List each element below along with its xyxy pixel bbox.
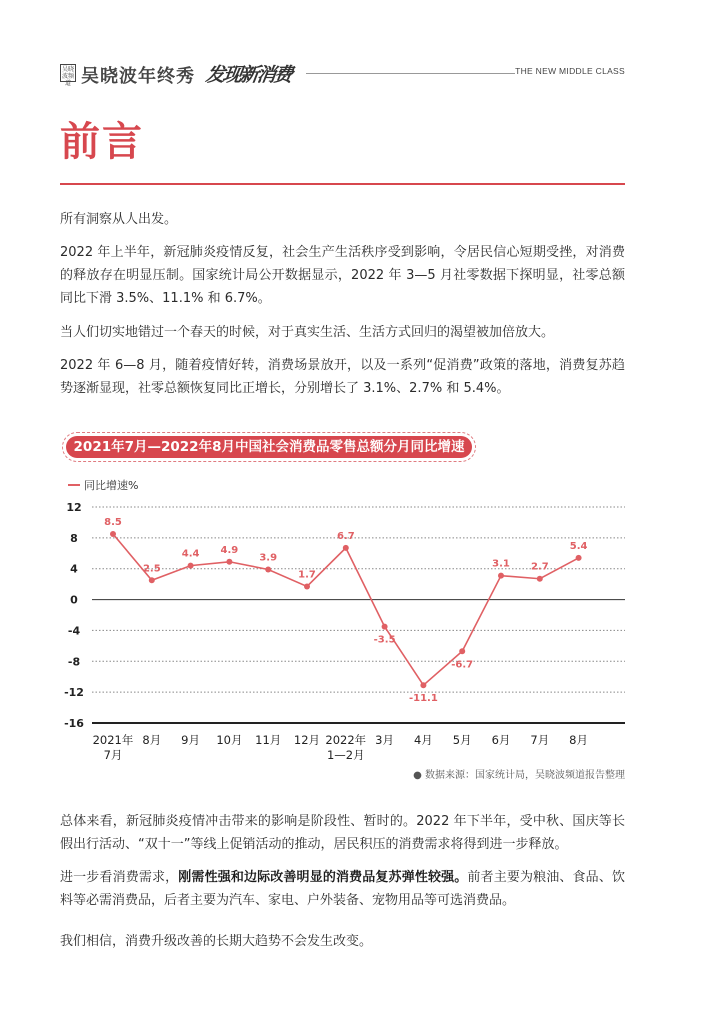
x-tick-label: 7月 <box>530 733 550 747</box>
data-source-note: ● 数据来源：国家统计局，吴晓波频道报告整理 <box>413 770 625 781</box>
x-tick-label: 6月 <box>491 733 511 747</box>
y-tick-label: 12 <box>66 501 82 514</box>
title-rule <box>60 183 625 185</box>
y-tick-label: -4 <box>67 624 81 638</box>
x-tick-label: 1—2月 <box>326 748 365 762</box>
header-divider <box>306 73 515 74</box>
intro-paragraph-2: 2022 年上半年，新冠肺炎疫情反复，社会生产生活秩序受到影响，令居民信心短期受挫，对消费的释放存在明显压制。国家统计局公开数据显示，2022 年 3—5 月社零数据下探明显，社零总额同比下滑 3.5%、11.1% 和 6.7%。 <box>60 245 625 306</box>
data-label: 6.7 <box>336 530 355 542</box>
x-tick-label: 11月 <box>255 733 282 747</box>
data-point <box>304 583 310 589</box>
data-label: -11.1 <box>408 693 438 705</box>
data-label: 1.7 <box>298 569 316 581</box>
chart-title-badge <box>62 432 476 462</box>
x-tick-label: 4月 <box>413 733 433 747</box>
y-tick-label: 0 <box>70 593 78 607</box>
brand-calligraphy: 发现新消费 <box>204 64 293 86</box>
x-tick-label: 7月 <box>103 748 123 762</box>
logo-mark-text: 吴晓波频道 <box>61 66 74 87</box>
data-label: 3.1 <box>492 558 510 570</box>
x-tick-label: 8月 <box>569 733 589 747</box>
summary-paragraph-1: 总体来看，新冠肺炎疫情冲击带来的影响是阶段性、暂时的。2022 年下半年，受中秋、国庆等长假出行活动、“双十一”等线上促销活动的推动，居民积压的消费需求将得到进一步释放。 <box>60 814 625 852</box>
channel-logo <box>60 64 76 87</box>
retail-sales-line-chart <box>60 474 630 788</box>
header-tagline: THE NEW MIDDLE CLASS <box>515 66 625 76</box>
data-point <box>226 559 232 565</box>
summary-paragraph-2 <box>60 866 625 912</box>
y-tick-label: -8 <box>67 655 81 669</box>
page-title: 前言 <box>60 119 144 165</box>
y-tick-label: -16 <box>64 717 84 730</box>
y-tick-label: 8 <box>70 531 78 545</box>
legend-label: 同比增速% <box>84 479 139 492</box>
data-point <box>537 576 543 582</box>
summary-paragraph-3: 我们相信，消费升级改善的长期大趋势不会发生改变。 <box>60 934 373 949</box>
data-point <box>382 624 388 630</box>
y-tick-label: 4 <box>70 562 78 576</box>
data-point <box>188 563 194 569</box>
data-point <box>149 577 155 583</box>
data-point <box>459 648 465 654</box>
summary-2-highlight: 刚需性强和边际改善明显的消费品复苏弹性较强。 <box>178 870 468 885</box>
intro-paragraph-4: 2022 年 6—8 月，随着疫情好转，消费场景放开，以及一系列“促消费”政策的落地，消费复苏趋势逐渐显现，社零总额恢复同比正增长，分别增长了 3.1%、2.7% 和 5.4%。 <box>60 358 625 396</box>
data-label: 2.7 <box>530 561 549 573</box>
x-tick-label: 10月 <box>216 733 243 747</box>
intro-paragraph-1: 所有洞察从人出发。 <box>60 212 178 227</box>
intro-paragraph-3: 当人们切实地错过一个春天的时候，对于真实生活、生活方式回归的渴望被加倍放大。 <box>60 325 555 340</box>
data-point <box>110 531 116 537</box>
x-tick-label: 12月 <box>293 733 321 747</box>
x-tick-label: 9月 <box>181 733 201 747</box>
chart-svg <box>60 474 630 774</box>
x-tick-label: 2022年 <box>325 733 367 747</box>
data-point <box>498 573 504 579</box>
x-tick-label: 5月 <box>452 733 472 747</box>
data-label: 5.4 <box>569 540 588 552</box>
x-tick-label: 3月 <box>375 733 395 747</box>
data-label: 2.5 <box>142 563 161 575</box>
x-tick-label: 2021年 <box>92 733 134 747</box>
y-tick-label: -12 <box>64 686 84 700</box>
page-header <box>60 60 625 88</box>
data-label: 8.5 <box>104 517 122 528</box>
data-label: 4.4 <box>181 548 200 560</box>
data-label: 3.9 <box>259 552 278 564</box>
data-point <box>343 545 349 551</box>
data-point <box>576 555 582 561</box>
summary-2-detail: 前者主要为粮油、食品、饮料等必需消费品，后者主要为汽车、家电、户外装备、宠物用品等可选消费品。 <box>60 870 625 908</box>
data-point <box>420 682 426 688</box>
x-tick-label: 8月 <box>142 733 162 747</box>
data-label: -6.7 <box>451 659 474 671</box>
brand-name: 吴晓波年终秀 <box>81 66 195 87</box>
summary-2-lead: 进一步看消费需求， <box>60 870 179 885</box>
chart-title: 2021年7月—2022年8月中国社会消费品零售总额分月同比增速 <box>66 436 472 458</box>
data-point <box>265 566 271 572</box>
data-label: -3.5 <box>373 634 396 646</box>
data-label: 4.9 <box>220 544 239 556</box>
